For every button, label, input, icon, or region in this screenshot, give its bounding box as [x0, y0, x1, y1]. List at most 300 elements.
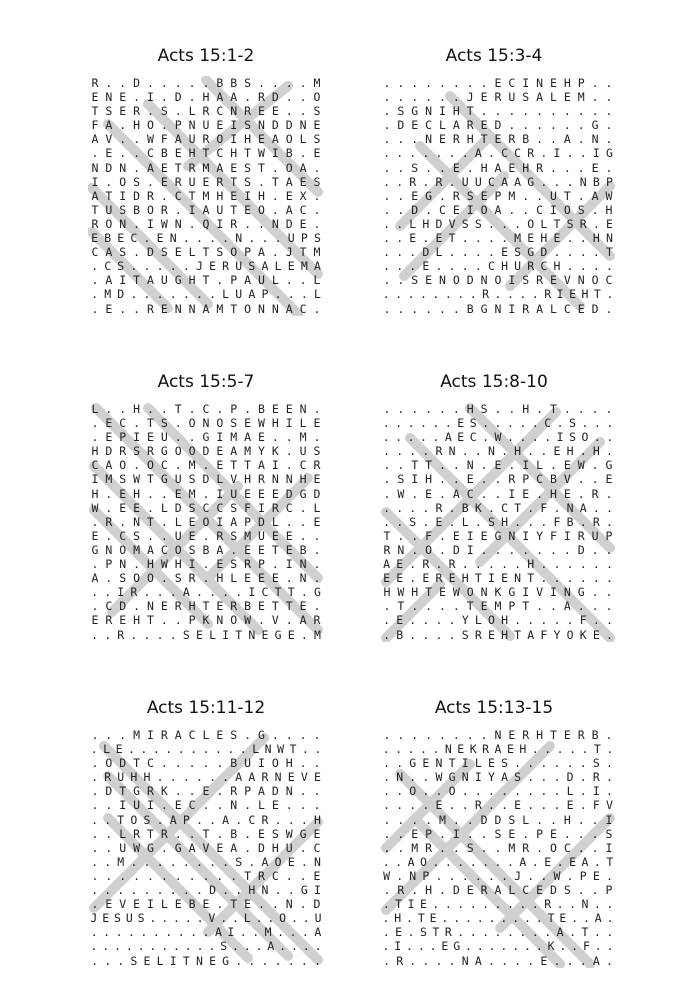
grid-dot: .: [527, 500, 535, 515]
grid-letter: A: [216, 160, 224, 175]
grid-letter: E: [230, 188, 238, 203]
grid-dot: .: [271, 557, 279, 572]
grid-letter: E: [425, 486, 433, 501]
grid-letter: R: [160, 728, 168, 742]
grid-letter: E: [559, 911, 567, 926]
grid-dot: .: [383, 174, 391, 189]
grid-letter: S: [397, 104, 405, 119]
grid-letter: E: [411, 118, 419, 133]
grid-dot: .: [274, 883, 282, 898]
grid-dot: .: [506, 287, 514, 302]
grid-letter: D: [105, 160, 113, 175]
grid-letter: A: [271, 132, 279, 147]
grid-dot: .: [91, 854, 99, 869]
grid-dot: .: [579, 798, 587, 813]
grid-letter: D: [105, 444, 113, 459]
grid-letter: C: [487, 174, 495, 189]
grid-letter: E: [457, 742, 465, 757]
grid-dot: .: [452, 472, 460, 487]
grid-letter: O: [425, 542, 433, 557]
grid-dot: .: [556, 742, 564, 757]
grid-letter: S: [133, 444, 141, 459]
grid-dot: .: [556, 854, 564, 869]
grid-dot: .: [125, 939, 133, 954]
grid-letter: T: [202, 599, 210, 614]
grid-dot: .: [91, 840, 99, 855]
grid-letter: S: [130, 953, 138, 968]
grid-letter: E: [508, 160, 516, 175]
grid-row: [88, 798, 324, 812]
grid-letter: D: [577, 542, 585, 557]
grid-dot: .: [566, 953, 574, 968]
grid-letter: O: [549, 840, 557, 855]
grid-dot: .: [435, 613, 443, 628]
grid-letter: E: [244, 542, 252, 557]
grid-letter: E: [435, 514, 443, 529]
grid-dot: .: [494, 416, 502, 431]
grid-letter: O: [285, 132, 293, 147]
grid-row: [88, 728, 324, 742]
grid-letter: U: [133, 798, 141, 813]
grid-letter: W: [277, 742, 284, 757]
grid-letter: D: [591, 301, 599, 316]
grid-dot: .: [137, 939, 145, 954]
grid-dot: .: [214, 742, 222, 757]
grid-letter: E: [494, 76, 502, 90]
grid-letter: I: [216, 216, 224, 231]
grid-letter: D: [271, 118, 279, 133]
grid-letter: L: [271, 514, 279, 529]
grid-dot: .: [188, 76, 196, 90]
grid-letter: S: [569, 416, 576, 431]
grid-letter: R: [444, 925, 452, 940]
grid-letter: E: [216, 728, 224, 742]
grid-letter: M: [264, 925, 272, 940]
grid-letter: S: [174, 571, 182, 586]
grid-dot: .: [482, 897, 490, 912]
grid-letter: E: [257, 486, 265, 501]
grid-letter: I: [119, 798, 127, 813]
grid-letter: E: [285, 402, 293, 416]
grid-dot: .: [195, 812, 203, 827]
grid-letter: E: [313, 472, 321, 487]
puzzle-title: Acts 15:3-4: [445, 46, 543, 66]
letter-grid: [88, 402, 324, 642]
grid-letter: G: [313, 585, 321, 600]
grid-row: [88, 529, 324, 543]
grid-letter: D: [119, 599, 127, 614]
grid-dot: .: [160, 528, 168, 543]
grid-letter: E: [105, 430, 113, 445]
grid-dot: .: [465, 939, 472, 954]
grid-row: [88, 430, 324, 444]
grid-letter: I: [146, 728, 154, 742]
grid-dot: .: [160, 613, 168, 628]
grid-letter: L: [91, 402, 99, 416]
grid-letter: I: [438, 104, 446, 119]
grid-letter: A: [105, 273, 113, 288]
grid-dot: .: [527, 798, 535, 813]
grid-letter: D: [174, 500, 182, 515]
grid-dot: .: [536, 812, 544, 827]
grid-letter: P: [605, 174, 613, 189]
grid-letter: T: [202, 273, 210, 288]
grid-letter: C: [438, 202, 446, 217]
grid-letter: S: [411, 273, 419, 288]
grid-letter: P: [605, 528, 613, 543]
grid-dot: .: [146, 76, 154, 90]
grid-dot: .: [566, 557, 574, 572]
grid-row: [380, 756, 616, 770]
grid-letter: N: [271, 301, 279, 316]
grid-letter: I: [549, 585, 557, 600]
grid-dot: .: [174, 784, 182, 799]
grid-dot: .: [396, 259, 404, 274]
grid-letter: N: [508, 528, 516, 543]
grid-letter: D: [133, 76, 141, 90]
grid-letter: E: [592, 627, 600, 642]
grid-letter: D: [174, 90, 182, 105]
grid-letter: L: [119, 826, 127, 841]
grid-dot: .: [383, 76, 391, 90]
grid-letter: S: [563, 883, 571, 898]
grid-letter: E: [494, 458, 502, 473]
grid-row: [380, 104, 616, 118]
grid-letter: R: [592, 514, 600, 529]
grid-dot: .: [591, 599, 599, 614]
grid-dot: .: [160, 868, 168, 883]
grid-dot: .: [195, 770, 203, 785]
grid-letter: S: [313, 132, 321, 147]
grid-letter: H: [514, 444, 522, 459]
grid-letter: H: [174, 557, 182, 572]
grid-letter: R: [544, 897, 552, 912]
grid-letter: K: [547, 939, 555, 954]
grid-dot: .: [438, 840, 446, 855]
grid-letter: P: [230, 402, 238, 416]
grid-dot: .: [397, 202, 405, 217]
grid-letter: D: [257, 514, 265, 529]
grid-letter: A: [248, 287, 256, 302]
grid-letter: W: [577, 458, 585, 473]
grid-dot: .: [466, 826, 474, 841]
grid-letter: H: [299, 472, 307, 487]
grid-letter: E: [540, 953, 548, 968]
grid-dot: .: [594, 939, 602, 954]
grid-dot: .: [577, 486, 585, 501]
grid-letter: T: [581, 925, 589, 940]
grid-row: [88, 161, 324, 175]
grid-dot: .: [133, 90, 141, 105]
grid-letter: H: [91, 486, 99, 501]
grid-letter: N: [425, 132, 433, 147]
grid-dot: .: [174, 430, 182, 445]
grid-dot: .: [383, 202, 391, 217]
grid-letter: W: [133, 840, 141, 855]
grid-dot: .: [531, 897, 539, 912]
grid-dot: .: [383, 458, 391, 473]
grid-dot: .: [397, 188, 405, 203]
grid-dot: .: [202, 76, 210, 90]
grid-letter: E: [174, 245, 182, 260]
grid-letter: G: [453, 939, 461, 954]
grid-dot: .: [544, 742, 552, 757]
grid-letter: T: [230, 202, 238, 217]
grid-dot: .: [566, 613, 574, 628]
grid-dot: .: [494, 840, 502, 855]
grid-dot: .: [396, 245, 404, 260]
grid-letter: I: [466, 542, 474, 557]
grid-dot: .: [549, 160, 557, 175]
grid-dot: .: [130, 854, 138, 869]
grid-dot: .: [519, 430, 527, 445]
grid-dot: .: [448, 953, 456, 968]
grid-letter: O: [216, 416, 224, 431]
grid-letter: T: [466, 599, 474, 614]
grid-letter: H: [146, 557, 154, 572]
grid-dot: .: [605, 160, 613, 175]
grid-dot: .: [383, 146, 391, 161]
grid-dot: .: [411, 301, 419, 316]
grid-dot: .: [448, 259, 456, 274]
grid-dot: .: [243, 939, 251, 954]
grid-dot: .: [422, 798, 430, 813]
grid-dot: .: [299, 840, 307, 855]
grid-dot: .: [435, 146, 443, 161]
grid-dot: .: [314, 742, 322, 757]
grid-letter: P: [577, 76, 585, 90]
grid-dot: .: [409, 571, 417, 586]
grid-dot: .: [409, 146, 417, 161]
grid-letter: E: [160, 174, 168, 189]
grid-dot: .: [114, 939, 121, 954]
grid-dot: .: [474, 231, 482, 246]
grid-letter: N: [563, 585, 571, 600]
grid-letter: E: [605, 472, 613, 487]
grid-row: [88, 416, 324, 430]
grid-dot: .: [487, 216, 495, 231]
grid-letter: Q: [202, 216, 210, 231]
grid-letter: E: [553, 231, 561, 246]
grid-row: [380, 118, 616, 132]
grid-dot: .: [160, 76, 168, 90]
grid-letter: B: [202, 542, 210, 557]
grid-dot: .: [487, 868, 495, 883]
grid-dot: .: [105, 798, 113, 813]
grid-letter: R: [313, 458, 321, 473]
grid-letter: R: [435, 174, 443, 189]
grid-letter: T: [605, 245, 613, 260]
grid-dot: .: [435, 868, 443, 883]
grid-dot: .: [494, 472, 502, 487]
grid-row: [88, 784, 324, 798]
grid-dot: .: [579, 953, 587, 968]
grid-letter: D: [285, 486, 293, 501]
grid-dot: .: [104, 953, 112, 968]
grid-letter: I: [461, 756, 469, 771]
grid-dot: .: [119, 402, 127, 416]
grid-dot: .: [466, 812, 474, 827]
grid-letter: N: [461, 770, 469, 785]
grid-dot: .: [438, 402, 446, 416]
grid-letter: E: [457, 416, 465, 431]
grid-dot: .: [149, 911, 157, 926]
grid-letter: B: [522, 132, 530, 147]
grid-letter: I: [522, 528, 530, 543]
grid-letter: O: [480, 202, 488, 217]
grid-letter: A: [182, 585, 190, 600]
grid-dot: .: [540, 571, 548, 586]
grid-letter: U: [244, 756, 252, 771]
grid-row: [380, 487, 616, 501]
grid-letter: E: [271, 571, 279, 586]
grid-letter: O: [566, 627, 574, 642]
puzzle-acts-15-11-12: [56, 696, 356, 968]
grid-row: [380, 402, 616, 416]
grid-letter: O: [527, 216, 535, 231]
grid-dot: .: [411, 486, 419, 501]
grid-letter: A: [285, 174, 293, 189]
grid-letter: N: [397, 542, 405, 557]
grid-dot: .: [422, 500, 430, 515]
grid-letter: E: [563, 90, 571, 105]
grid-row: [88, 487, 324, 501]
grid-letter: R: [592, 770, 600, 785]
grid-letter: A: [214, 925, 222, 940]
grid-dot: .: [411, 528, 419, 543]
grid-letter: E: [549, 76, 557, 90]
grid-letter: S: [230, 500, 238, 515]
grid-letter: L: [271, 273, 279, 288]
grid-dot: .: [508, 118, 516, 133]
grid-letter: T: [146, 613, 154, 628]
grid-letter: T: [474, 571, 482, 586]
grid-letter: S: [420, 925, 427, 940]
grid-row: [380, 430, 616, 444]
grid-dot: .: [383, 756, 391, 771]
puzzle-title: Acts 15:5-7: [157, 372, 255, 392]
grid-dot: .: [469, 854, 477, 869]
grid-dot: .: [313, 784, 321, 799]
grid-letter: E: [313, 770, 321, 785]
grid-letter: E: [480, 90, 488, 105]
grid-letter: M: [133, 542, 141, 557]
grid-letter: T: [235, 627, 243, 642]
grid-letter: L: [566, 784, 574, 799]
grid-letter: J: [90, 911, 98, 926]
grid-letter: T: [244, 868, 252, 883]
grid-letter: E: [563, 728, 571, 742]
grid-letter: F: [160, 132, 168, 147]
grid-letter: U: [474, 174, 482, 189]
grid-letter: Y: [487, 770, 495, 785]
grid-dot: .: [91, 953, 99, 968]
grid-letter: L: [243, 911, 251, 926]
grid-dot: .: [438, 486, 446, 501]
grid-letter: H: [422, 216, 430, 231]
grid-letter: S: [160, 104, 168, 119]
grid-dot: .: [422, 613, 430, 628]
grid-letter: H: [592, 231, 600, 246]
grid-dot: .: [182, 287, 190, 302]
grid-dot: .: [222, 231, 230, 246]
grid-dot: .: [383, 231, 391, 246]
grid-letter: M: [244, 444, 252, 459]
grid-letter: G: [202, 430, 210, 445]
grid-row: [88, 585, 324, 599]
grid-letter: E: [202, 174, 210, 189]
grid-letter: I: [222, 627, 230, 642]
grid-dot: .: [267, 911, 275, 926]
grid-letter: U: [314, 911, 322, 926]
grid-letter: R: [202, 132, 210, 147]
grid-letter: Y: [257, 444, 265, 459]
grid-dot: .: [383, 770, 391, 785]
grid-letter: C: [91, 458, 99, 473]
grid-letter: R: [188, 571, 196, 586]
grid-letter: E: [448, 571, 456, 586]
grid-letter: A: [91, 571, 99, 586]
grid-dot: .: [466, 728, 474, 742]
grid-letter: K: [271, 444, 279, 459]
grid-dot: .: [274, 953, 282, 968]
grid-dot: .: [501, 784, 508, 799]
grid-dot: .: [527, 444, 535, 459]
grid-dot: .: [508, 202, 516, 217]
grid-letter: E: [244, 416, 252, 431]
grid-letter: N: [188, 118, 196, 133]
grid-dot: .: [500, 939, 508, 954]
grid-letter: T: [105, 188, 113, 203]
grid-letter: N: [466, 458, 474, 473]
grid-letter: T: [289, 742, 297, 757]
grid-row: [380, 259, 616, 273]
grid-letter: A: [261, 259, 269, 274]
grid-dot: .: [425, 301, 433, 316]
grid-letter: E: [313, 868, 321, 883]
grid-letter: E: [527, 231, 535, 246]
grid-dot: .: [461, 231, 469, 246]
grid-row: [88, 742, 324, 756]
grid-dot: .: [395, 854, 403, 869]
grid-letter: T: [202, 146, 210, 161]
grid-letter: O: [146, 118, 154, 133]
grid-dot: .: [420, 416, 427, 431]
grid-letter: B: [257, 402, 265, 416]
grid-letter: U: [216, 202, 224, 217]
grid-letter: O: [174, 542, 182, 557]
grid-letter: V: [563, 472, 571, 487]
grid-letter: A: [556, 925, 564, 940]
grid-letter: V: [300, 770, 308, 785]
grid-dot: .: [448, 174, 456, 189]
grid-letter: E: [577, 301, 585, 316]
grid-dot: .: [474, 557, 482, 572]
grid-dot: .: [535, 911, 543, 926]
grid-letter: P: [300, 231, 308, 246]
grid-letter: H: [425, 883, 433, 898]
grid-dot: .: [536, 118, 544, 133]
grid-letter: S: [188, 472, 196, 487]
grid-letter: I: [216, 430, 224, 445]
grid-letter: O: [591, 273, 599, 288]
grid-letter: P: [174, 118, 182, 133]
grid-letter: B: [230, 756, 238, 771]
grid-letter: R: [474, 798, 482, 813]
grid-dot: .: [553, 770, 561, 785]
grid-dot: .: [605, 627, 613, 642]
grid-dot: .: [487, 231, 495, 246]
